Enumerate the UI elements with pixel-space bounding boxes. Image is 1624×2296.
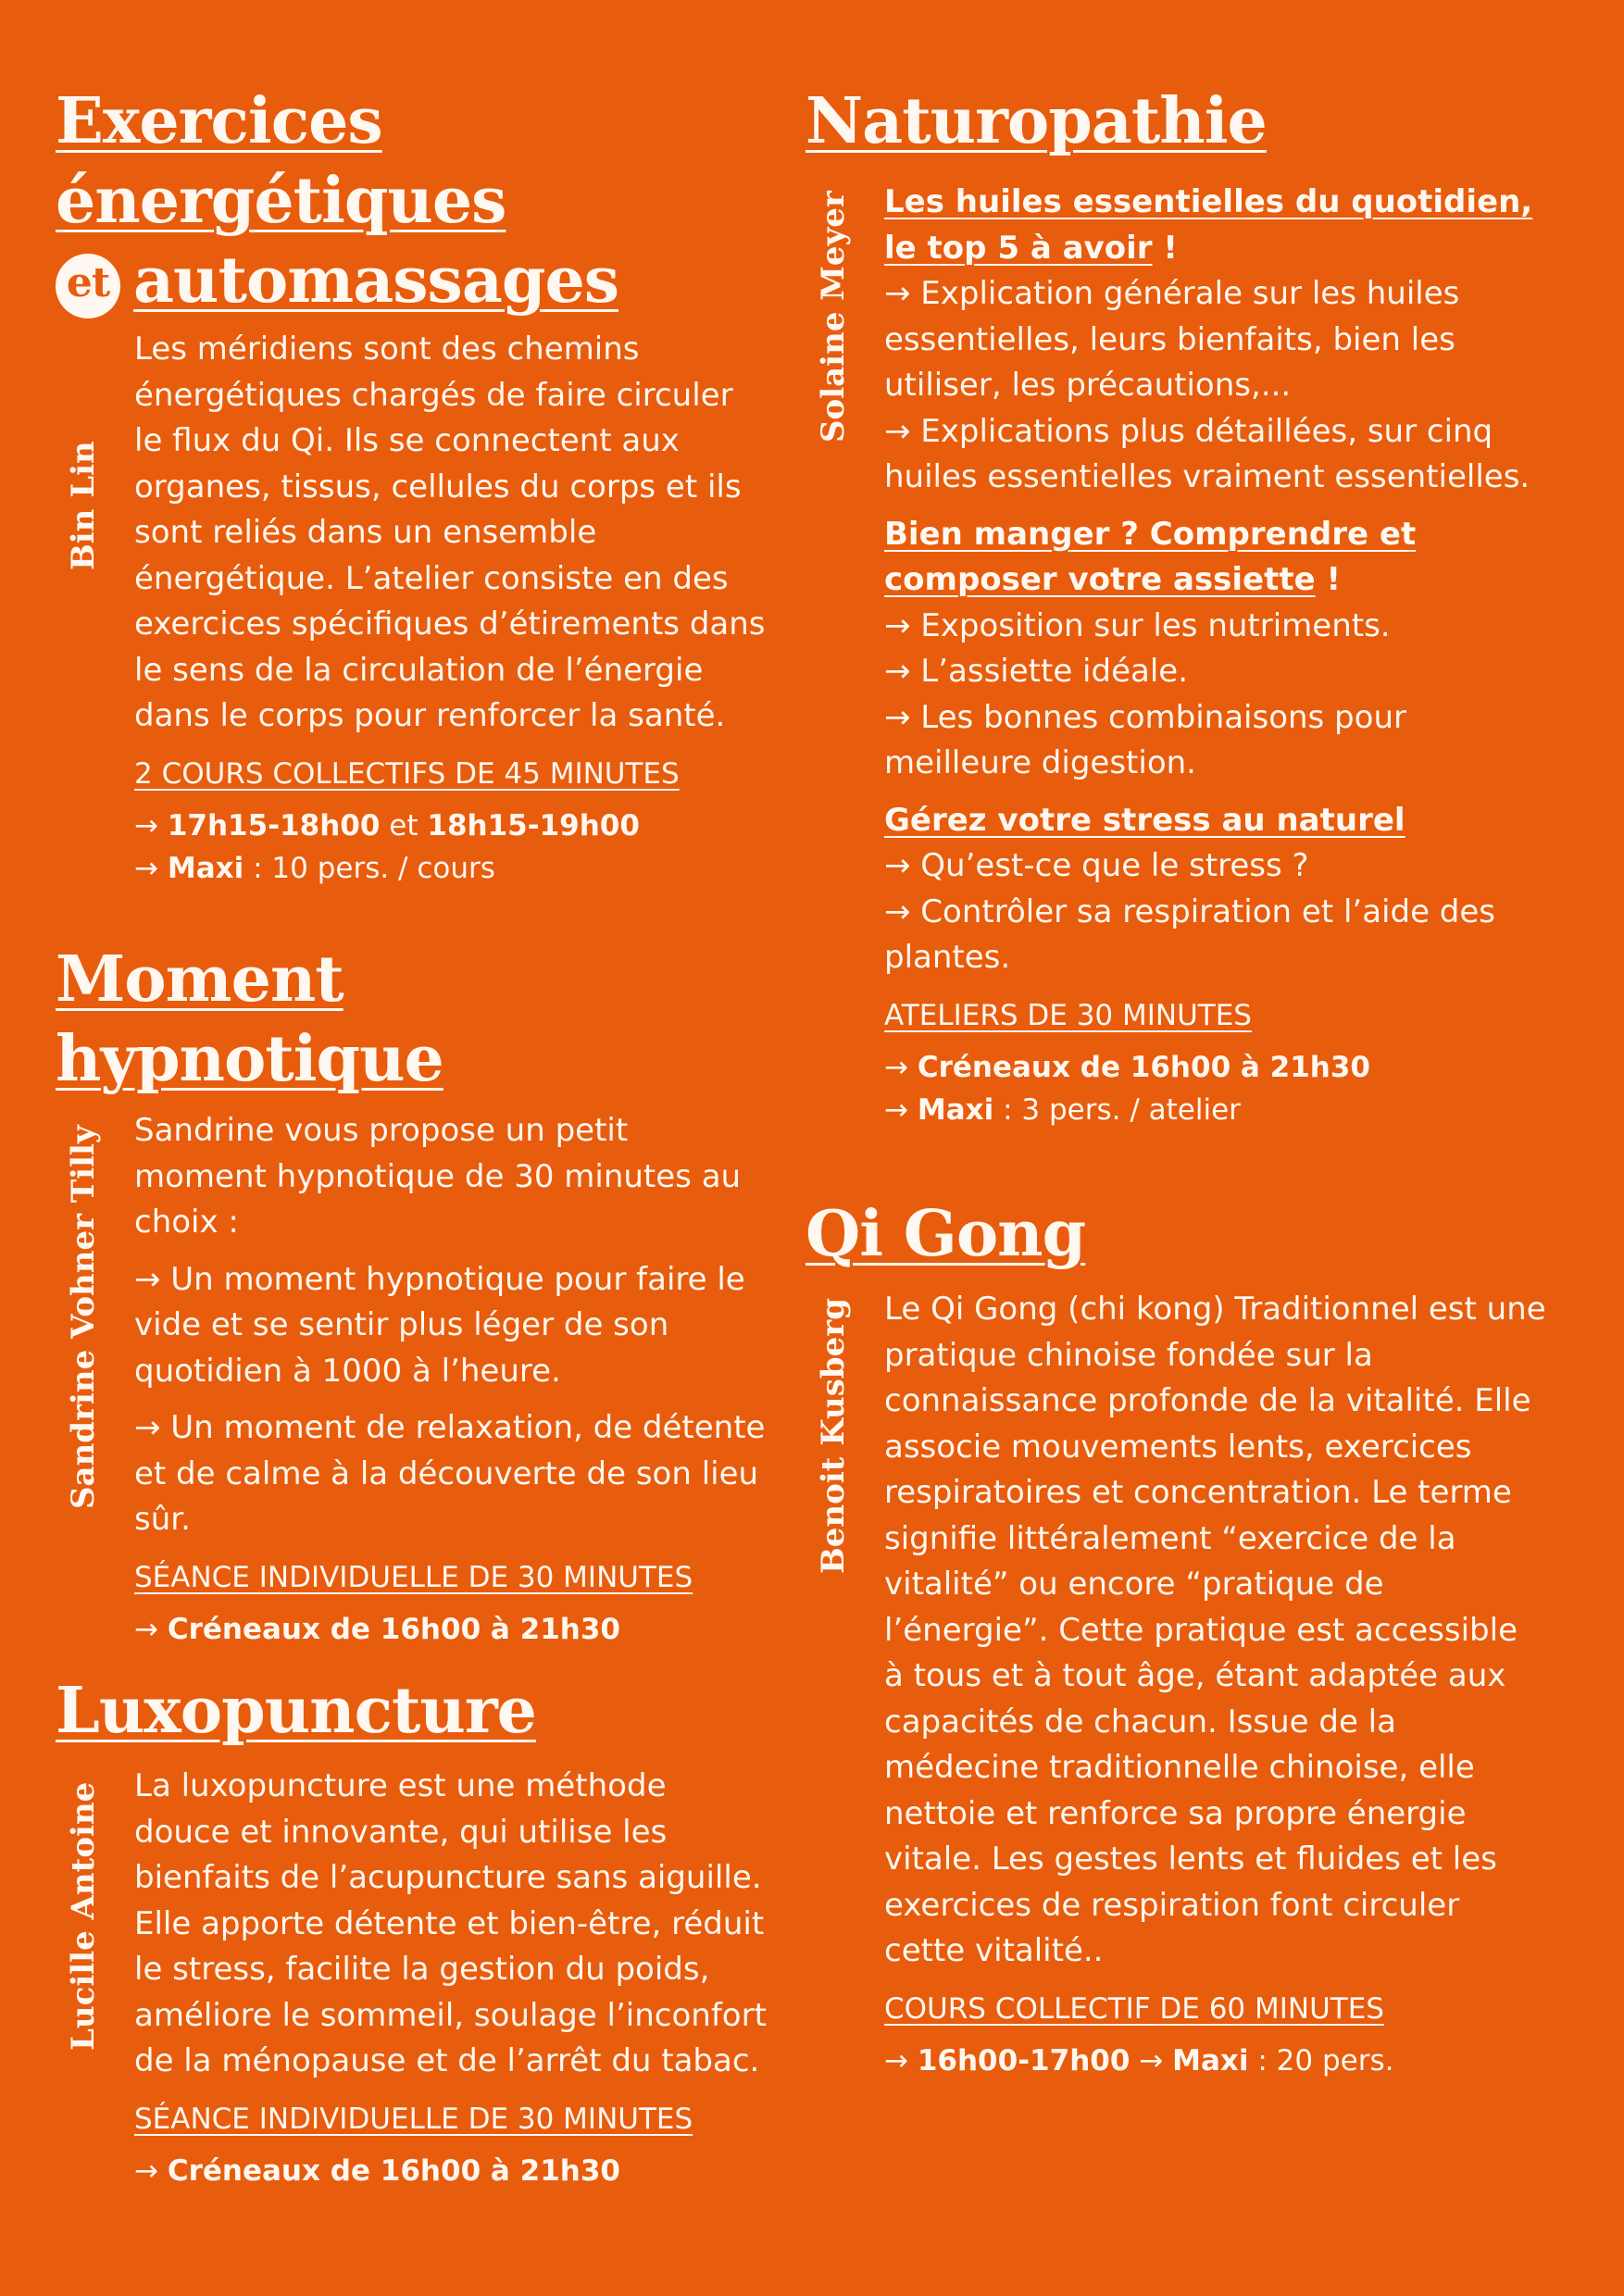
section-title: Luxopuncture <box>56 1674 536 1748</box>
format-label: SÉANCE INDIVIDUELLE DE 30 MINUTES <box>134 1560 693 1594</box>
author-name: Lucille Antoine <box>65 1781 102 2051</box>
author-name: Bin Lin <box>65 441 102 570</box>
description: Les méridiens sont des chemins énergétiques chargés de faire circuler le flux du Qi. Ils se connectent aux organes, tissus, cellules du corps et ils sont reliés dans un ensemble énergétique. L’atelier consiste en des exercices spécifiques d’étirements dans le sens de la circulation de l’énergie dans le corps pour renforcer la santé. <box>134 331 766 734</box>
capacity: → Maxi : 3 pers. / atelier <box>884 1089 1546 1131</box>
topic-3-item: → Qu’est-ce que le stress ? <box>884 843 1546 890</box>
format-label: SÉANCE INDIVIDUELLE DE 30 MINUTES <box>134 2102 693 2136</box>
description: La luxopuncture est une méthode douce et innovante, qui utilise les bienfaits de l’acupuncture sans aiguille. Elle apporte détente et bien-être, réduit le stress, facilite la gestion du poids, améliore le sommeil, soulage l’inconfort de la ménopause et de l’arrêt du tabac. <box>134 1767 767 2079</box>
topic-3-item: → Contrôler sa respiration et l’aide des plantes. <box>884 890 1546 981</box>
section-title: Exercices énergétiques et automassages <box>56 84 618 318</box>
et-badge: et <box>56 254 120 318</box>
topic-1-item: → Explication générale sur les huiles essentielles, leurs bienfaits, bien les utiliser, les précautions,... <box>884 271 1546 409</box>
format-label: COURS COLLECTIF DE 60 MINUTES <box>884 1991 1384 2026</box>
section-content <box>884 1287 1546 2082</box>
author-name: Sandrine Vohner Tilly <box>65 1125 102 1509</box>
topic-1: Les huiles essentielles du quotidien, le top 5 à avoir ! <box>884 183 1533 267</box>
section-qigong <box>806 1194 1546 2078</box>
format-label: ATELIERS DE 30 MINUTES <box>884 998 1252 1032</box>
intro: Sandrine vous propose un petit moment hypnotique de 30 minutes au choix : <box>134 1112 742 1241</box>
topic-1-item: → Explications plus détaillées, sur cinq huiles essentielles vraiment essentielles. <box>884 409 1546 501</box>
section-content <box>134 327 768 890</box>
schedule: → 16h00-17h00 → Maxi : 20 pers. <box>884 2040 1546 2082</box>
schedule: → Créneaux de 16h00 à 21h30 <box>134 1608 768 1651</box>
section-exercices <box>56 81 768 885</box>
topic-2-item: → Exposition sur les nutriments. <box>884 604 1546 650</box>
author-name: Benoit Kusberg <box>815 1298 852 1574</box>
topic-2-item: → L’assiette idéale. <box>884 649 1546 695</box>
topic-2-item: → Les bonnes combinaisons pour meilleure digestion. <box>884 695 1546 787</box>
capacity: → Maxi : 10 pers. / cours <box>134 847 768 890</box>
section-hypnose <box>56 940 768 1646</box>
schedule: → Créneaux de 16h00 à 21h30 <box>884 1046 1546 1089</box>
topic-3: Gérez votre stress au naturel <box>884 801 1405 839</box>
option-2: → Un moment de relaxation, de détente et de calme à la découverte de son lieu sûr. <box>134 1405 768 1543</box>
section-naturopathie <box>806 81 1546 1127</box>
section-content <box>884 180 1546 1131</box>
section-title: Qi Gong <box>806 1197 1086 1271</box>
description: Le Qi Gong (chi kong) Traditionnel est une pratique chinoise fondée sur la connaissance profonde de la vitalité. Elle associe mouvements lents, exercices respiratoires et concentration. Le terme signifie littéralement “exercice de la vitalité” ou encore “pratique de l’énergie”. Cette pratique est accessible à tous et à tout âge, étant adaptée aux capacités de chacun. Issue de la médecine traditionnelle chinoise, elle nettoie et renforce sa propre énergie vitale. Les gestes lents et fluides et les exercices de respiration font circuler cette vitalité.. <box>884 1291 1546 1969</box>
section-content <box>134 1108 768 1651</box>
format-label: 2 COURS COLLECTIFS DE 45 MINUTES <box>134 756 680 791</box>
schedule: → 17h15-18h00 et 18h15-19h00 <box>134 805 768 847</box>
schedule: → Créneaux de 16h00 à 21h30 <box>134 2150 768 2192</box>
author-name: Solaine Meyer <box>815 191 852 443</box>
section-title: Naturopathie <box>806 84 1267 158</box>
section-luxopuncture <box>56 1671 768 2188</box>
section-title: Moment hypnotique <box>56 942 443 1096</box>
option-1: → Un moment hypnotique pour faire le vide et se sentir plus léger de son quotidien à 1000 à l’heure. <box>134 1257 768 1395</box>
section-content <box>134 1764 768 2192</box>
topic-2: Bien manger ? Comprendre et composer votre assiette ! <box>884 515 1417 598</box>
